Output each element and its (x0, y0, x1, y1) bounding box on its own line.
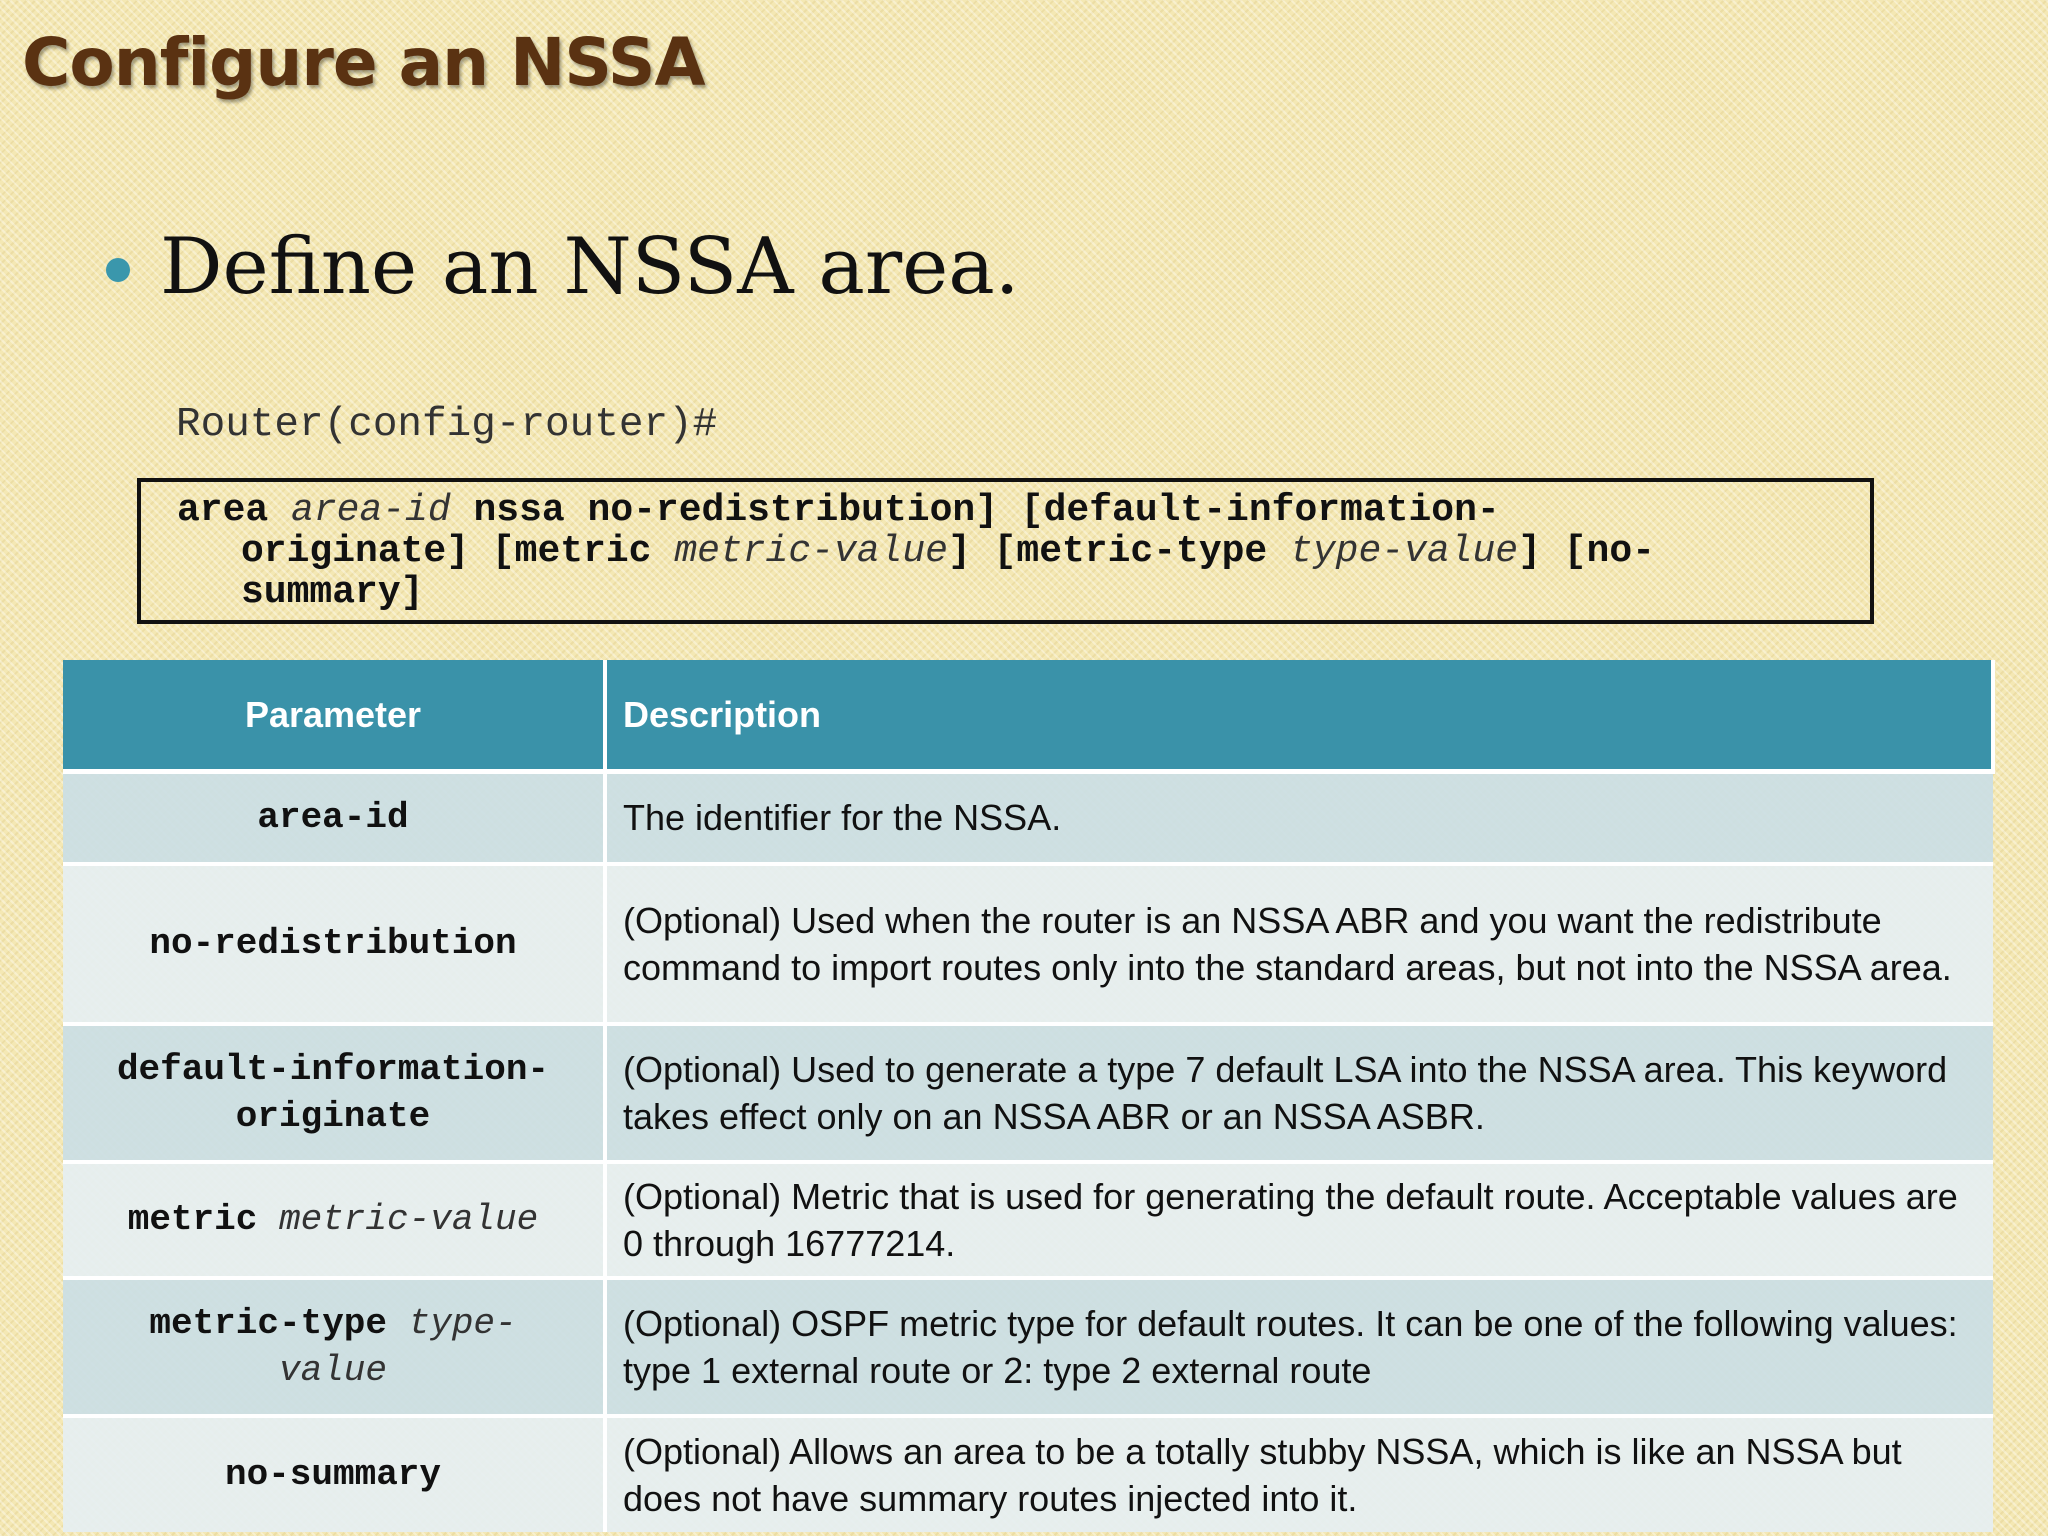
param-type-value-line1: type- (408, 1302, 517, 1344)
syntax-kw-summary: summary] (241, 571, 424, 614)
table-row (63, 1162, 1993, 1278)
description-cell: (Optional) Allows an area to be a totally stubby NSSA, which is like an NSSA but does not have summary routes injected into it. (605, 1416, 1993, 1532)
syntax-kw-no-redistribution: no-redistribution] (587, 489, 998, 532)
table-row (63, 1416, 1993, 1532)
table-row (63, 864, 1993, 1024)
table-row (63, 772, 1993, 864)
table-header-row (63, 660, 1993, 772)
description-cell: The identifier for the NSSA. (605, 772, 1993, 864)
param-cell (63, 1162, 605, 1278)
syntax-arg-area-id: area-id (291, 489, 451, 532)
syntax-arg-type-value: type-value (1290, 530, 1519, 573)
syntax-kw-default-information: [default-information- (1020, 489, 1500, 532)
syntax-kw-originate: originate] (241, 530, 470, 573)
param-cell (63, 772, 605, 864)
syntax-kw-area: area (177, 489, 269, 532)
table-row (63, 1024, 1993, 1162)
param-cell (63, 1024, 605, 1162)
param-metric-value: metric-value (278, 1199, 539, 1240)
param-cell (63, 1278, 605, 1416)
syntax-line-1 (177, 490, 1846, 531)
command-syntax-box (137, 478, 1874, 624)
syntax-arg-metric-value: metric-value (674, 530, 948, 573)
header-parameter: Parameter (63, 660, 605, 772)
syntax-kw-nssa: nssa (473, 489, 565, 532)
syntax-kw-metric: [metric (491, 530, 652, 573)
param-metric: metric (127, 1199, 258, 1240)
syntax-kw-no: [no- (1563, 530, 1655, 573)
syntax-close-bracket-2: ] (1518, 530, 1541, 573)
description-cell: (Optional) Used when the router is an NSSA ABR and you want the redistribute command to import routes only into the standard areas, but not into the NSSA area. (605, 864, 1993, 1024)
param-metric-type: metric-type (149, 1302, 387, 1344)
bullet-dot-icon (106, 258, 130, 282)
bullet-text: Define an NSSA area. (160, 222, 1020, 312)
param-area-id: area-id (257, 797, 409, 839)
param-default-information-line2: originate (235, 1095, 431, 1137)
description-cell: (Optional) Metric that is used for generating the default route. Acceptable values are 0 through 16777214. (605, 1162, 1993, 1278)
header-description: Description (605, 660, 1993, 772)
table-row (63, 1278, 1993, 1416)
syntax-close-bracket-1: ] (947, 530, 971, 573)
param-default-information-line1: default-information- (116, 1048, 550, 1090)
bullet-item (106, 222, 1020, 312)
parameter-table (63, 660, 1995, 1532)
syntax-line-3 (177, 572, 1846, 613)
slide-title: Configure an NSSA (22, 24, 705, 101)
description-cell: (Optional) Used to generate a type 7 default LSA into the NSSA area. This keyword takes effect only on an NSSA ABR or an NSSA ASBR. (605, 1024, 1993, 1162)
param-cell (63, 864, 605, 1024)
syntax-kw-metric-type: [metric-type (993, 530, 1268, 573)
param-type-value-line2: value (278, 1349, 388, 1391)
syntax-line-2 (177, 531, 1846, 572)
router-prompt: Router(config-router)# (176, 402, 718, 448)
param-no-redistribution: no-redistribution (149, 923, 517, 964)
param-no-summary: no-summary (224, 1454, 442, 1495)
param-cell (63, 1416, 605, 1532)
description-cell: (Optional) OSPF metric type for default routes. It can be one of the following values: type 1 external route or 2: type 2 external route (605, 1278, 1993, 1416)
